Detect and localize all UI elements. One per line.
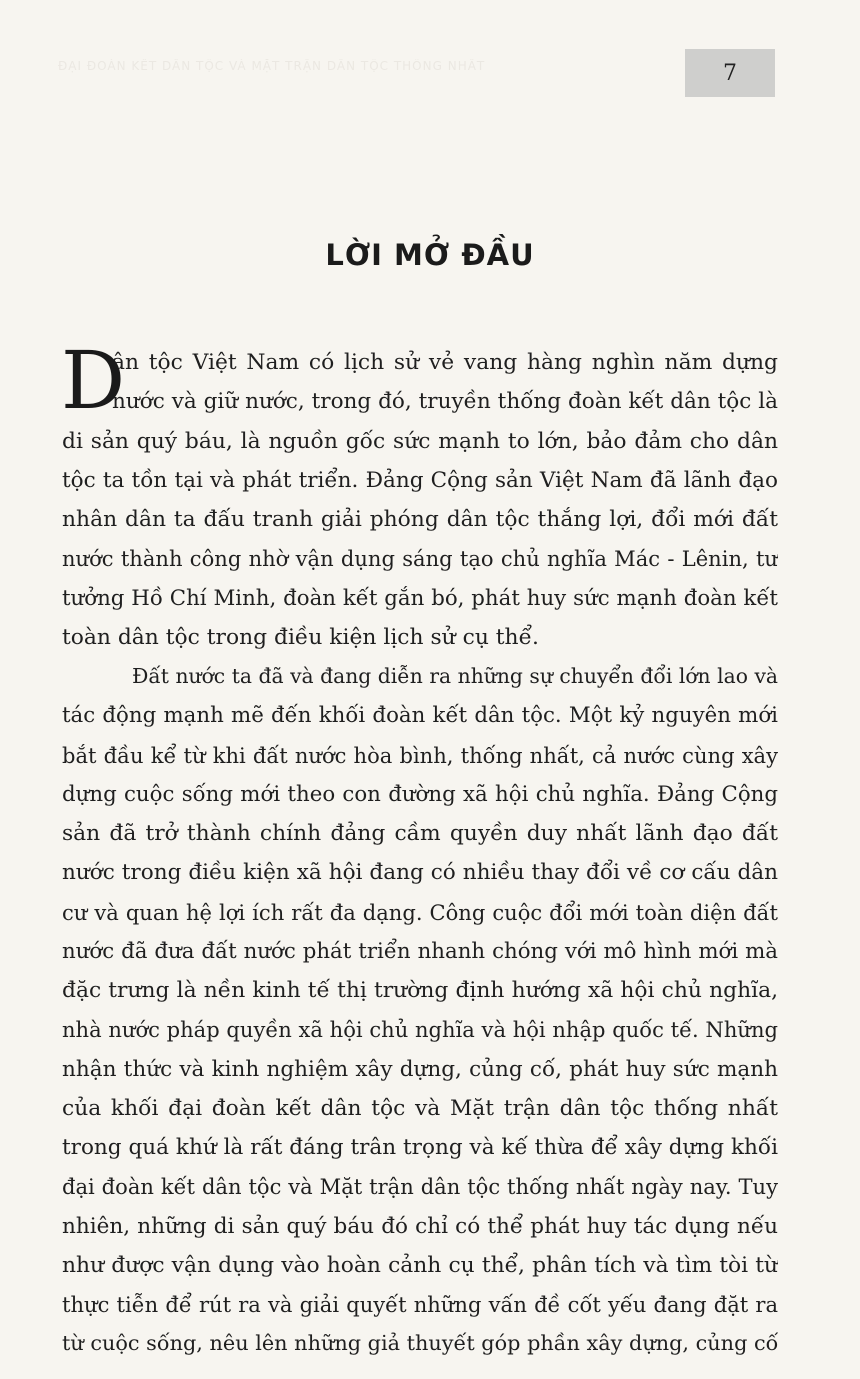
paragraph-2 xyxy=(62,657,778,1364)
text-line: nước thành công nhờ vận dụng sáng tạo chủ nghĩa Mác - Lênin, tư xyxy=(62,546,778,572)
text-line: trong quá khứ là rất đáng trân trọng và kế thừa để xây dựng khối xyxy=(62,1135,778,1160)
text-line: bắt đầu kể từ khi đất nước hòa bình, thống nhất, cả nước cùng xây xyxy=(62,742,778,768)
text-line: thực tiễn để rút ra và giải quyết những vấn đề cốt yếu đang đặt ra xyxy=(62,1292,778,1317)
chapter-title: LỜI MỞ ĐẦU xyxy=(325,238,535,272)
text-line: nước đã đưa đất nước phát triển nhanh chóng với mô hình mới mà xyxy=(62,938,778,964)
text-line: từ cuộc sống, nêu lên những giả thuyết góp phần xây dựng, củng cố xyxy=(62,1331,778,1356)
text-line: tưởng Hồ Chí Minh, đoàn kết gắn bó, phát huy sức mạnh đoàn kết xyxy=(62,585,778,611)
drop-cap: D xyxy=(61,334,126,427)
text-line: của khối đại đoàn kết dân tộc và Mặt trận dân tộc thống nhất xyxy=(62,1095,778,1121)
text-line: tác động mạnh mẽ đến khối đoàn kết dân tộc. Một kỷ nguyên mới xyxy=(62,703,778,729)
page-number: 7 xyxy=(723,60,737,86)
text-line: nhận thức và kinh nghiệm xây dựng, củng cố, phát huy sức mạnh xyxy=(62,1056,778,1082)
text-line: nước trong điều kiện xã hội đang có nhiều thay đổi về cơ cấu dân xyxy=(62,860,778,886)
running-header-title: ĐẠI ĐOÀN KẾT DÂN TỘC VÀ MẶT TRẬN DÂN TỘC THỐNG NHẤT xyxy=(58,59,486,73)
text-line: di sản quý báu, là nguồn gốc sức mạnh to lớn, bảo đảm cho dân xyxy=(62,428,778,454)
text-line: nhân dân ta đấu tranh giải phóng dân tộc thắng lợi, đổi mới đất xyxy=(62,507,778,532)
text-line: đặc trưng là nền kinh tế thị trường định hướng xã hội chủ nghĩa, xyxy=(62,978,778,1003)
text-line: cư và quan hệ lợi ích rất đa dạng. Công cuộc đổi mới toàn diện đất xyxy=(62,899,778,925)
text-line: dựng cuộc sống mới theo con đường xã hội chủ nghĩa. Đảng Cộng xyxy=(62,781,778,807)
text-line: nhà nước pháp quyền xã hội chủ nghĩa và hội nhập quốc tế. Những xyxy=(62,1017,778,1043)
body-text xyxy=(61,334,778,1364)
text-line: nước và giữ nước, trong đó, truyền thống đoàn kết dân tộc là xyxy=(112,389,778,415)
text-line: tộc ta tồn tại và phát triển. Đảng Cộng sản Việt Nam đã lãnh đạo xyxy=(62,467,778,493)
text-line: nhiên, những di sản quý báu đó chỉ có thể phát huy tác dụng nếu xyxy=(62,1213,778,1239)
page-number-box xyxy=(685,49,775,97)
text-line: toàn dân tộc trong điều kiện lịch sử cụ thể. xyxy=(62,624,539,650)
text-line: ân tộc Việt Nam có lịch sử vẻ vang hàng nghìn năm dựng xyxy=(112,350,778,375)
paragraph-1 xyxy=(61,334,778,657)
text-line: như được vận dụng vào hoàn cảnh cụ thể, phân tích và tìm tòi từ xyxy=(62,1252,778,1278)
text-line: đại đoàn kết dân tộc và Mặt trận dân tộc thống nhất ngày nay. Tuy xyxy=(62,1174,778,1200)
text-line: Đất nước ta đã và đang diễn ra những sự chuyển đổi lớn lao và xyxy=(132,664,778,688)
text-line: sản đã trở thành chính đảng cầm quyền duy nhất lãnh đạo đất xyxy=(62,821,778,846)
running-header xyxy=(58,49,775,97)
